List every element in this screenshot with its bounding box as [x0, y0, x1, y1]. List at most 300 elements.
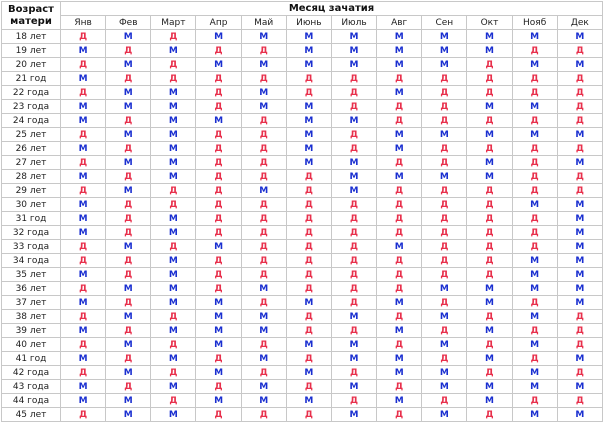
girl-cell: Д: [106, 212, 151, 226]
boy-cell: М: [512, 30, 557, 44]
month-header: Июль: [331, 16, 376, 30]
boy-cell: М: [151, 268, 196, 282]
girl-cell: Д: [377, 408, 422, 422]
boy-cell: М: [61, 114, 106, 128]
boy-cell: М: [557, 198, 602, 212]
table-row: [2, 296, 603, 310]
girl-cell: Д: [241, 408, 286, 422]
girl-cell: Д: [241, 240, 286, 254]
boy-cell: М: [512, 408, 557, 422]
mother-age-cell: 35 лет: [2, 268, 61, 282]
boy-cell: М: [151, 324, 196, 338]
boy-cell: М: [151, 296, 196, 310]
boy-cell: М: [151, 100, 196, 114]
girl-cell: Д: [331, 128, 376, 142]
boy-cell: М: [151, 408, 196, 422]
girl-cell: Д: [106, 72, 151, 86]
girl-cell: Д: [331, 254, 376, 268]
mother-age-header-line1: Возраст: [8, 3, 54, 15]
girl-cell: Д: [467, 240, 512, 254]
girl-cell: Д: [467, 114, 512, 128]
boy-cell: М: [61, 226, 106, 240]
girl-cell: Д: [331, 296, 376, 310]
girl-cell: Д: [61, 240, 106, 254]
boy-cell: М: [61, 198, 106, 212]
girl-cell: Д: [151, 30, 196, 44]
boy-cell: М: [512, 380, 557, 394]
boy-cell: М: [331, 310, 376, 324]
girl-cell: Д: [331, 394, 376, 408]
girl-cell: Д: [467, 86, 512, 100]
mother-age-cell: 22 года: [2, 86, 61, 100]
girl-cell: Д: [151, 58, 196, 72]
girl-cell: Д: [512, 114, 557, 128]
table-row: [2, 30, 603, 44]
boy-cell: М: [106, 310, 151, 324]
girl-cell: Д: [422, 114, 467, 128]
mother-age-cell: 19 лет: [2, 44, 61, 58]
girl-cell: Д: [196, 380, 241, 394]
girl-cell: Д: [286, 170, 331, 184]
mother-age-cell: 28 лет: [2, 170, 61, 184]
boy-cell: М: [286, 128, 331, 142]
girl-cell: Д: [151, 184, 196, 198]
boy-cell: М: [286, 44, 331, 58]
girl-cell: Д: [422, 72, 467, 86]
boy-cell: М: [151, 170, 196, 184]
table-row: [2, 198, 603, 212]
boy-cell: М: [512, 128, 557, 142]
girl-cell: Д: [61, 86, 106, 100]
girl-cell: Д: [467, 254, 512, 268]
girl-cell: Д: [106, 170, 151, 184]
girl-cell: Д: [241, 156, 286, 170]
girl-cell: Д: [512, 72, 557, 86]
mother-age-cell: 43 года: [2, 380, 61, 394]
girl-cell: Д: [422, 324, 467, 338]
boy-cell: М: [151, 142, 196, 156]
boy-cell: М: [106, 58, 151, 72]
boy-cell: М: [196, 296, 241, 310]
conception-month-header: Месяц зачатия: [61, 2, 603, 16]
girl-cell: Д: [422, 268, 467, 282]
boy-cell: М: [422, 338, 467, 352]
girl-cell: Д: [467, 408, 512, 422]
boy-cell: М: [331, 408, 376, 422]
boy-cell: М: [106, 394, 151, 408]
girl-cell: Д: [512, 142, 557, 156]
boy-cell: М: [331, 170, 376, 184]
table-row: [2, 128, 603, 142]
boy-cell: М: [557, 58, 602, 72]
month-header: Дек: [557, 16, 602, 30]
girl-cell: Д: [422, 240, 467, 254]
girl-cell: Д: [467, 212, 512, 226]
boy-cell: М: [241, 380, 286, 394]
chart-body: [2, 30, 603, 422]
conception-chart-table: [1, 1, 603, 422]
boy-cell: М: [512, 366, 557, 380]
girl-cell: Д: [61, 282, 106, 296]
girl-cell: Д: [286, 72, 331, 86]
boy-cell: М: [331, 338, 376, 352]
table-row: [2, 352, 603, 366]
month-header: Сен: [422, 16, 467, 30]
girl-cell: Д: [422, 100, 467, 114]
table-row: [2, 282, 603, 296]
boy-cell: М: [377, 58, 422, 72]
month-header: Март: [151, 16, 196, 30]
mother-age-cell: 38 лет: [2, 310, 61, 324]
boy-cell: М: [241, 184, 286, 198]
boy-cell: М: [61, 72, 106, 86]
girl-cell: Д: [377, 72, 422, 86]
boy-cell: М: [377, 240, 422, 254]
girl-cell: Д: [61, 310, 106, 324]
girl-cell: Д: [286, 226, 331, 240]
girl-cell: Д: [241, 170, 286, 184]
boy-cell: М: [557, 352, 602, 366]
boy-cell: М: [331, 380, 376, 394]
girl-cell: Д: [557, 394, 602, 408]
girl-cell: Д: [106, 324, 151, 338]
boy-cell: М: [467, 394, 512, 408]
boy-cell: М: [467, 324, 512, 338]
mother-age-cell: 33 года: [2, 240, 61, 254]
table-row: [2, 142, 603, 156]
girl-cell: Д: [422, 226, 467, 240]
boy-cell: М: [241, 86, 286, 100]
month-header: Авг: [377, 16, 422, 30]
girl-cell: Д: [467, 366, 512, 380]
table-row: [2, 156, 603, 170]
girl-cell: Д: [557, 338, 602, 352]
boy-cell: М: [286, 156, 331, 170]
boy-cell: М: [286, 30, 331, 44]
table-row: [2, 324, 603, 338]
girl-cell: Д: [377, 156, 422, 170]
girl-cell: Д: [377, 100, 422, 114]
table-row: [2, 240, 603, 254]
boy-cell: М: [196, 58, 241, 72]
girl-cell: Д: [557, 72, 602, 86]
month-header: Окт: [467, 16, 512, 30]
girl-cell: Д: [422, 352, 467, 366]
girl-cell: Д: [512, 324, 557, 338]
mother-age-cell: 36 лет: [2, 282, 61, 296]
girl-cell: Д: [286, 212, 331, 226]
boy-cell: М: [377, 394, 422, 408]
boy-cell: М: [196, 310, 241, 324]
girl-cell: Д: [422, 296, 467, 310]
girl-cell: Д: [512, 212, 557, 226]
boy-cell: М: [467, 352, 512, 366]
girl-cell: Д: [467, 184, 512, 198]
girl-cell: Д: [557, 184, 602, 198]
boy-cell: М: [422, 282, 467, 296]
mother-age-cell: 30 лет: [2, 198, 61, 212]
girl-cell: Д: [241, 44, 286, 58]
girl-cell: Д: [106, 268, 151, 282]
boy-cell: М: [151, 128, 196, 142]
boy-cell: М: [422, 30, 467, 44]
girl-cell: Д: [557, 114, 602, 128]
table-row: [2, 394, 603, 408]
boy-cell: М: [61, 352, 106, 366]
girl-cell: Д: [241, 198, 286, 212]
boy-cell: М: [196, 30, 241, 44]
girl-cell: Д: [106, 380, 151, 394]
mother-age-cell: 27 лет: [2, 156, 61, 170]
boy-cell: М: [331, 156, 376, 170]
boy-cell: М: [286, 394, 331, 408]
boy-cell: М: [557, 240, 602, 254]
boy-cell: М: [151, 156, 196, 170]
girl-cell: Д: [196, 86, 241, 100]
girl-cell: Д: [241, 338, 286, 352]
girl-cell: Д: [377, 310, 422, 324]
boy-cell: М: [241, 310, 286, 324]
boy-cell: М: [512, 338, 557, 352]
girl-cell: Д: [557, 170, 602, 184]
girl-cell: Д: [151, 394, 196, 408]
boy-cell: М: [151, 86, 196, 100]
girl-cell: Д: [512, 296, 557, 310]
month-header-row: [2, 16, 603, 30]
boy-cell: М: [467, 380, 512, 394]
girl-cell: Д: [377, 282, 422, 296]
mother-age-cell: 37 лет: [2, 296, 61, 310]
boy-cell: М: [377, 324, 422, 338]
girl-cell: Д: [422, 86, 467, 100]
boy-cell: М: [106, 338, 151, 352]
boy-cell: М: [467, 100, 512, 114]
boy-cell: М: [512, 254, 557, 268]
girl-cell: Д: [467, 198, 512, 212]
girl-cell: Д: [286, 268, 331, 282]
boy-cell: М: [106, 128, 151, 142]
girl-cell: Д: [196, 282, 241, 296]
boy-cell: М: [467, 30, 512, 44]
boy-cell: М: [61, 394, 106, 408]
boy-cell: М: [241, 30, 286, 44]
boy-cell: М: [331, 44, 376, 58]
boy-cell: М: [557, 282, 602, 296]
boy-cell: М: [467, 170, 512, 184]
boy-cell: М: [151, 254, 196, 268]
girl-cell: Д: [286, 310, 331, 324]
girl-cell: Д: [61, 408, 106, 422]
boy-cell: М: [61, 380, 106, 394]
girl-cell: Д: [241, 366, 286, 380]
boy-cell: М: [422, 128, 467, 142]
girl-cell: Д: [557, 310, 602, 324]
girl-cell: Д: [331, 198, 376, 212]
boy-cell: М: [377, 170, 422, 184]
girl-cell: Д: [196, 142, 241, 156]
girl-cell: Д: [151, 198, 196, 212]
girl-cell: Д: [331, 86, 376, 100]
boy-cell: М: [151, 114, 196, 128]
girl-cell: Д: [331, 142, 376, 156]
girl-cell: Д: [377, 184, 422, 198]
boy-cell: М: [196, 338, 241, 352]
boy-cell: М: [377, 44, 422, 58]
girl-cell: Д: [61, 366, 106, 380]
boy-cell: М: [286, 114, 331, 128]
girl-cell: Д: [377, 212, 422, 226]
girl-cell: Д: [106, 352, 151, 366]
boy-cell: М: [422, 44, 467, 58]
girl-cell: Д: [106, 114, 151, 128]
table-row: [2, 72, 603, 86]
boy-cell: М: [196, 394, 241, 408]
boy-cell: М: [151, 380, 196, 394]
table-row: [2, 366, 603, 380]
girl-cell: Д: [512, 156, 557, 170]
girl-cell: Д: [331, 100, 376, 114]
mother-age-cell: 39 лет: [2, 324, 61, 338]
girl-cell: Д: [512, 44, 557, 58]
boy-cell: М: [377, 142, 422, 156]
girl-cell: Д: [286, 184, 331, 198]
boy-cell: М: [196, 240, 241, 254]
boy-cell: М: [286, 100, 331, 114]
girl-cell: Д: [557, 142, 602, 156]
girl-cell: Д: [331, 72, 376, 86]
boy-cell: М: [467, 128, 512, 142]
boy-cell: М: [151, 212, 196, 226]
girl-cell: Д: [241, 296, 286, 310]
girl-cell: Д: [467, 72, 512, 86]
girl-cell: Д: [331, 324, 376, 338]
girl-cell: Д: [467, 58, 512, 72]
boy-cell: М: [151, 352, 196, 366]
boy-cell: М: [61, 296, 106, 310]
boy-cell: М: [512, 268, 557, 282]
month-header: Нояб: [512, 16, 557, 30]
girl-cell: Д: [286, 198, 331, 212]
girl-cell: Д: [467, 268, 512, 282]
boy-cell: М: [557, 380, 602, 394]
mother-age-cell: 23 года: [2, 100, 61, 114]
girl-cell: Д: [61, 156, 106, 170]
girl-cell: Д: [422, 142, 467, 156]
boy-cell: М: [151, 226, 196, 240]
girl-cell: Д: [241, 268, 286, 282]
mother-age-cell: 44 года: [2, 394, 61, 408]
girl-cell: Д: [422, 394, 467, 408]
boy-cell: М: [331, 30, 376, 44]
girl-cell: Д: [377, 198, 422, 212]
girl-cell: Д: [196, 72, 241, 86]
girl-cell: Д: [61, 254, 106, 268]
girl-cell: Д: [286, 324, 331, 338]
boy-cell: М: [241, 394, 286, 408]
table-row: [2, 254, 603, 268]
table-row: [2, 408, 603, 422]
boy-cell: М: [557, 408, 602, 422]
girl-cell: Д: [241, 114, 286, 128]
mother-age-cell: 25 лет: [2, 128, 61, 142]
boy-cell: М: [241, 100, 286, 114]
boy-cell: М: [467, 156, 512, 170]
table-row: [2, 58, 603, 72]
table-row: [2, 100, 603, 114]
girl-cell: Д: [106, 226, 151, 240]
girl-cell: Д: [196, 128, 241, 142]
girl-cell: Д: [331, 268, 376, 282]
boy-cell: М: [196, 114, 241, 128]
girl-cell: Д: [151, 366, 196, 380]
girl-cell: Д: [422, 254, 467, 268]
boy-cell: М: [331, 114, 376, 128]
mother-age-cell: 24 года: [2, 114, 61, 128]
boy-cell: М: [106, 184, 151, 198]
girl-cell: Д: [331, 282, 376, 296]
girl-cell: Д: [196, 44, 241, 58]
boy-cell: М: [331, 352, 376, 366]
month-header: Фев: [106, 16, 151, 30]
boy-cell: М: [557, 226, 602, 240]
girl-cell: Д: [512, 352, 557, 366]
table-row: [2, 338, 603, 352]
girl-cell: Д: [196, 100, 241, 114]
girl-cell: Д: [241, 128, 286, 142]
table-row: [2, 184, 603, 198]
boy-cell: М: [512, 310, 557, 324]
girl-cell: Д: [286, 240, 331, 254]
boy-cell: М: [422, 408, 467, 422]
girl-cell: Д: [196, 408, 241, 422]
boy-cell: М: [512, 198, 557, 212]
girl-cell: Д: [241, 226, 286, 240]
table-row: [2, 212, 603, 226]
header-row-top: [2, 2, 603, 16]
boy-cell: М: [61, 170, 106, 184]
girl-cell: Д: [512, 170, 557, 184]
boy-cell: М: [557, 212, 602, 226]
boy-cell: М: [106, 156, 151, 170]
mother-age-header: [2, 2, 61, 30]
boy-cell: М: [377, 296, 422, 310]
boy-cell: М: [241, 352, 286, 366]
month-header: Июнь: [286, 16, 331, 30]
table-row: [2, 310, 603, 324]
boy-cell: М: [467, 282, 512, 296]
boy-cell: М: [331, 58, 376, 72]
table-row: [2, 380, 603, 394]
girl-cell: Д: [196, 254, 241, 268]
boy-cell: М: [557, 156, 602, 170]
mother-age-header-line2: матери: [10, 15, 52, 27]
mother-age-cell: 29 лет: [2, 184, 61, 198]
girl-cell: Д: [512, 86, 557, 100]
girl-cell: Д: [106, 296, 151, 310]
boy-cell: М: [422, 380, 467, 394]
girl-cell: Д: [106, 44, 151, 58]
boy-cell: М: [512, 58, 557, 72]
girl-cell: Д: [467, 310, 512, 324]
boy-cell: М: [286, 142, 331, 156]
boy-cell: М: [106, 282, 151, 296]
girl-cell: Д: [467, 226, 512, 240]
boy-cell: М: [286, 366, 331, 380]
mother-age-cell: 18 лет: [2, 30, 61, 44]
boy-cell: М: [422, 366, 467, 380]
boy-cell: М: [61, 324, 106, 338]
boy-cell: М: [422, 310, 467, 324]
